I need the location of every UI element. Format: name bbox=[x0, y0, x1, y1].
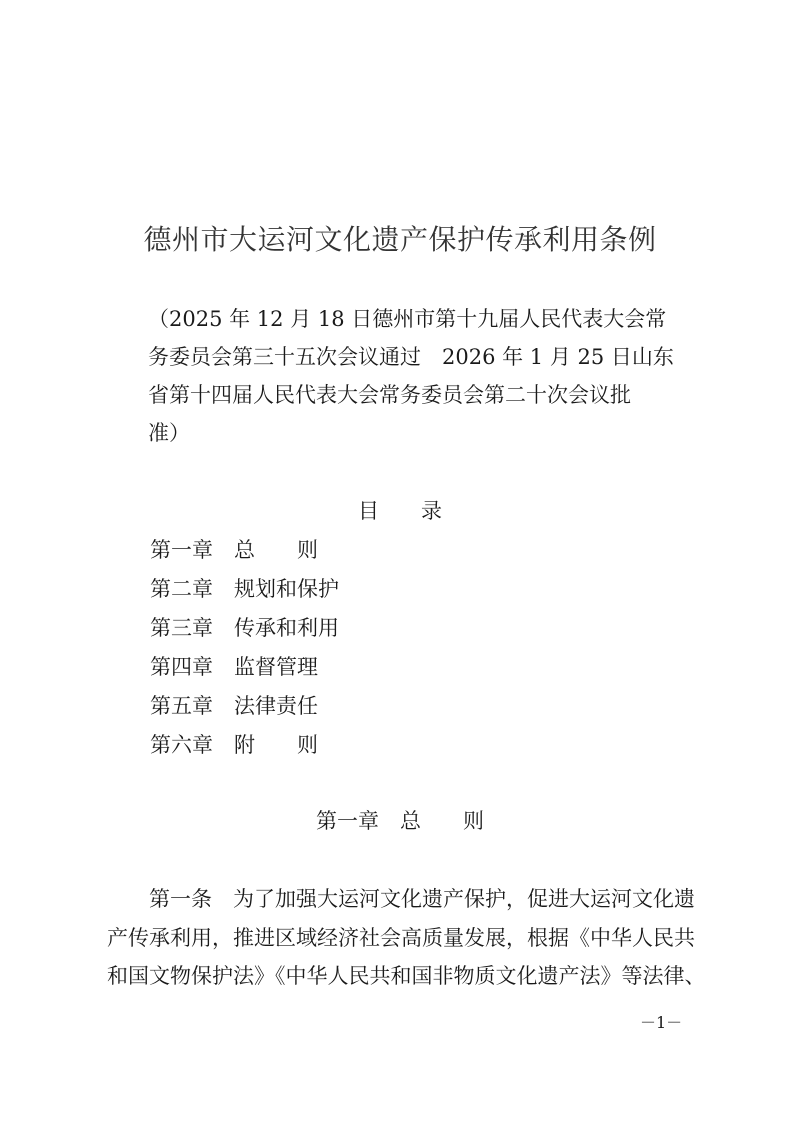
adoption-note-line: 准） bbox=[148, 421, 190, 445]
article-line: 和国文物保护法》《中华人民共和国非物质文化遗产法》等法律、 bbox=[107, 964, 706, 988]
toc-chapter-number: 第一章 bbox=[150, 538, 213, 562]
adoption-note-line: （2025 年 12 月 18 日德州市第十九届人民代表大会常 bbox=[148, 307, 667, 331]
adoption-note bbox=[148, 300, 678, 452]
toc-item bbox=[150, 570, 339, 609]
adoption-note-line: 务委员会第三十五次会议通过 2026 年 1 月 25 日山东 bbox=[148, 345, 674, 369]
adoption-note-line: 省第十四届人民代表大会常务委员会第二十次会议批 bbox=[148, 383, 631, 407]
table-of-contents bbox=[150, 531, 339, 765]
toc-chapter-title: 规划和保护 bbox=[234, 577, 339, 601]
chapter-heading bbox=[0, 802, 800, 840]
toc-chapter-title: 附 则 bbox=[234, 733, 318, 757]
toc-heading bbox=[0, 492, 800, 530]
page-number: －1－ bbox=[640, 1013, 683, 1032]
toc-heading-text: 目 录 bbox=[358, 499, 442, 523]
article-one bbox=[107, 880, 707, 996]
toc-item bbox=[150, 609, 339, 648]
toc-item bbox=[150, 648, 339, 687]
chapter-heading-text: 第一章 总 则 bbox=[316, 809, 484, 833]
toc-item bbox=[150, 687, 339, 726]
document-title: 德州市大运河文化遗产保护传承利用条例 bbox=[143, 223, 657, 256]
toc-chapter-title: 监督管理 bbox=[234, 655, 318, 679]
toc-chapter-number: 第四章 bbox=[150, 655, 213, 679]
article-line: 产传承利用，推进区域经济社会高质量发展，根据《中华人民共 bbox=[107, 925, 695, 950]
toc-chapter-title: 传承和利用 bbox=[234, 616, 339, 640]
article-line: 第一条 为了加强大运河文化遗产保护，促进大运河文化遗 bbox=[107, 887, 695, 911]
toc-item bbox=[150, 726, 339, 765]
toc-chapter-number: 第三章 bbox=[150, 616, 213, 640]
toc-item bbox=[150, 531, 339, 570]
toc-chapter-title: 法律责任 bbox=[234, 694, 318, 718]
toc-chapter-title: 总 则 bbox=[234, 538, 318, 562]
toc-chapter-number: 第六章 bbox=[150, 733, 213, 757]
toc-chapter-number: 第五章 bbox=[150, 694, 213, 718]
toc-chapter-number: 第二章 bbox=[150, 577, 213, 601]
